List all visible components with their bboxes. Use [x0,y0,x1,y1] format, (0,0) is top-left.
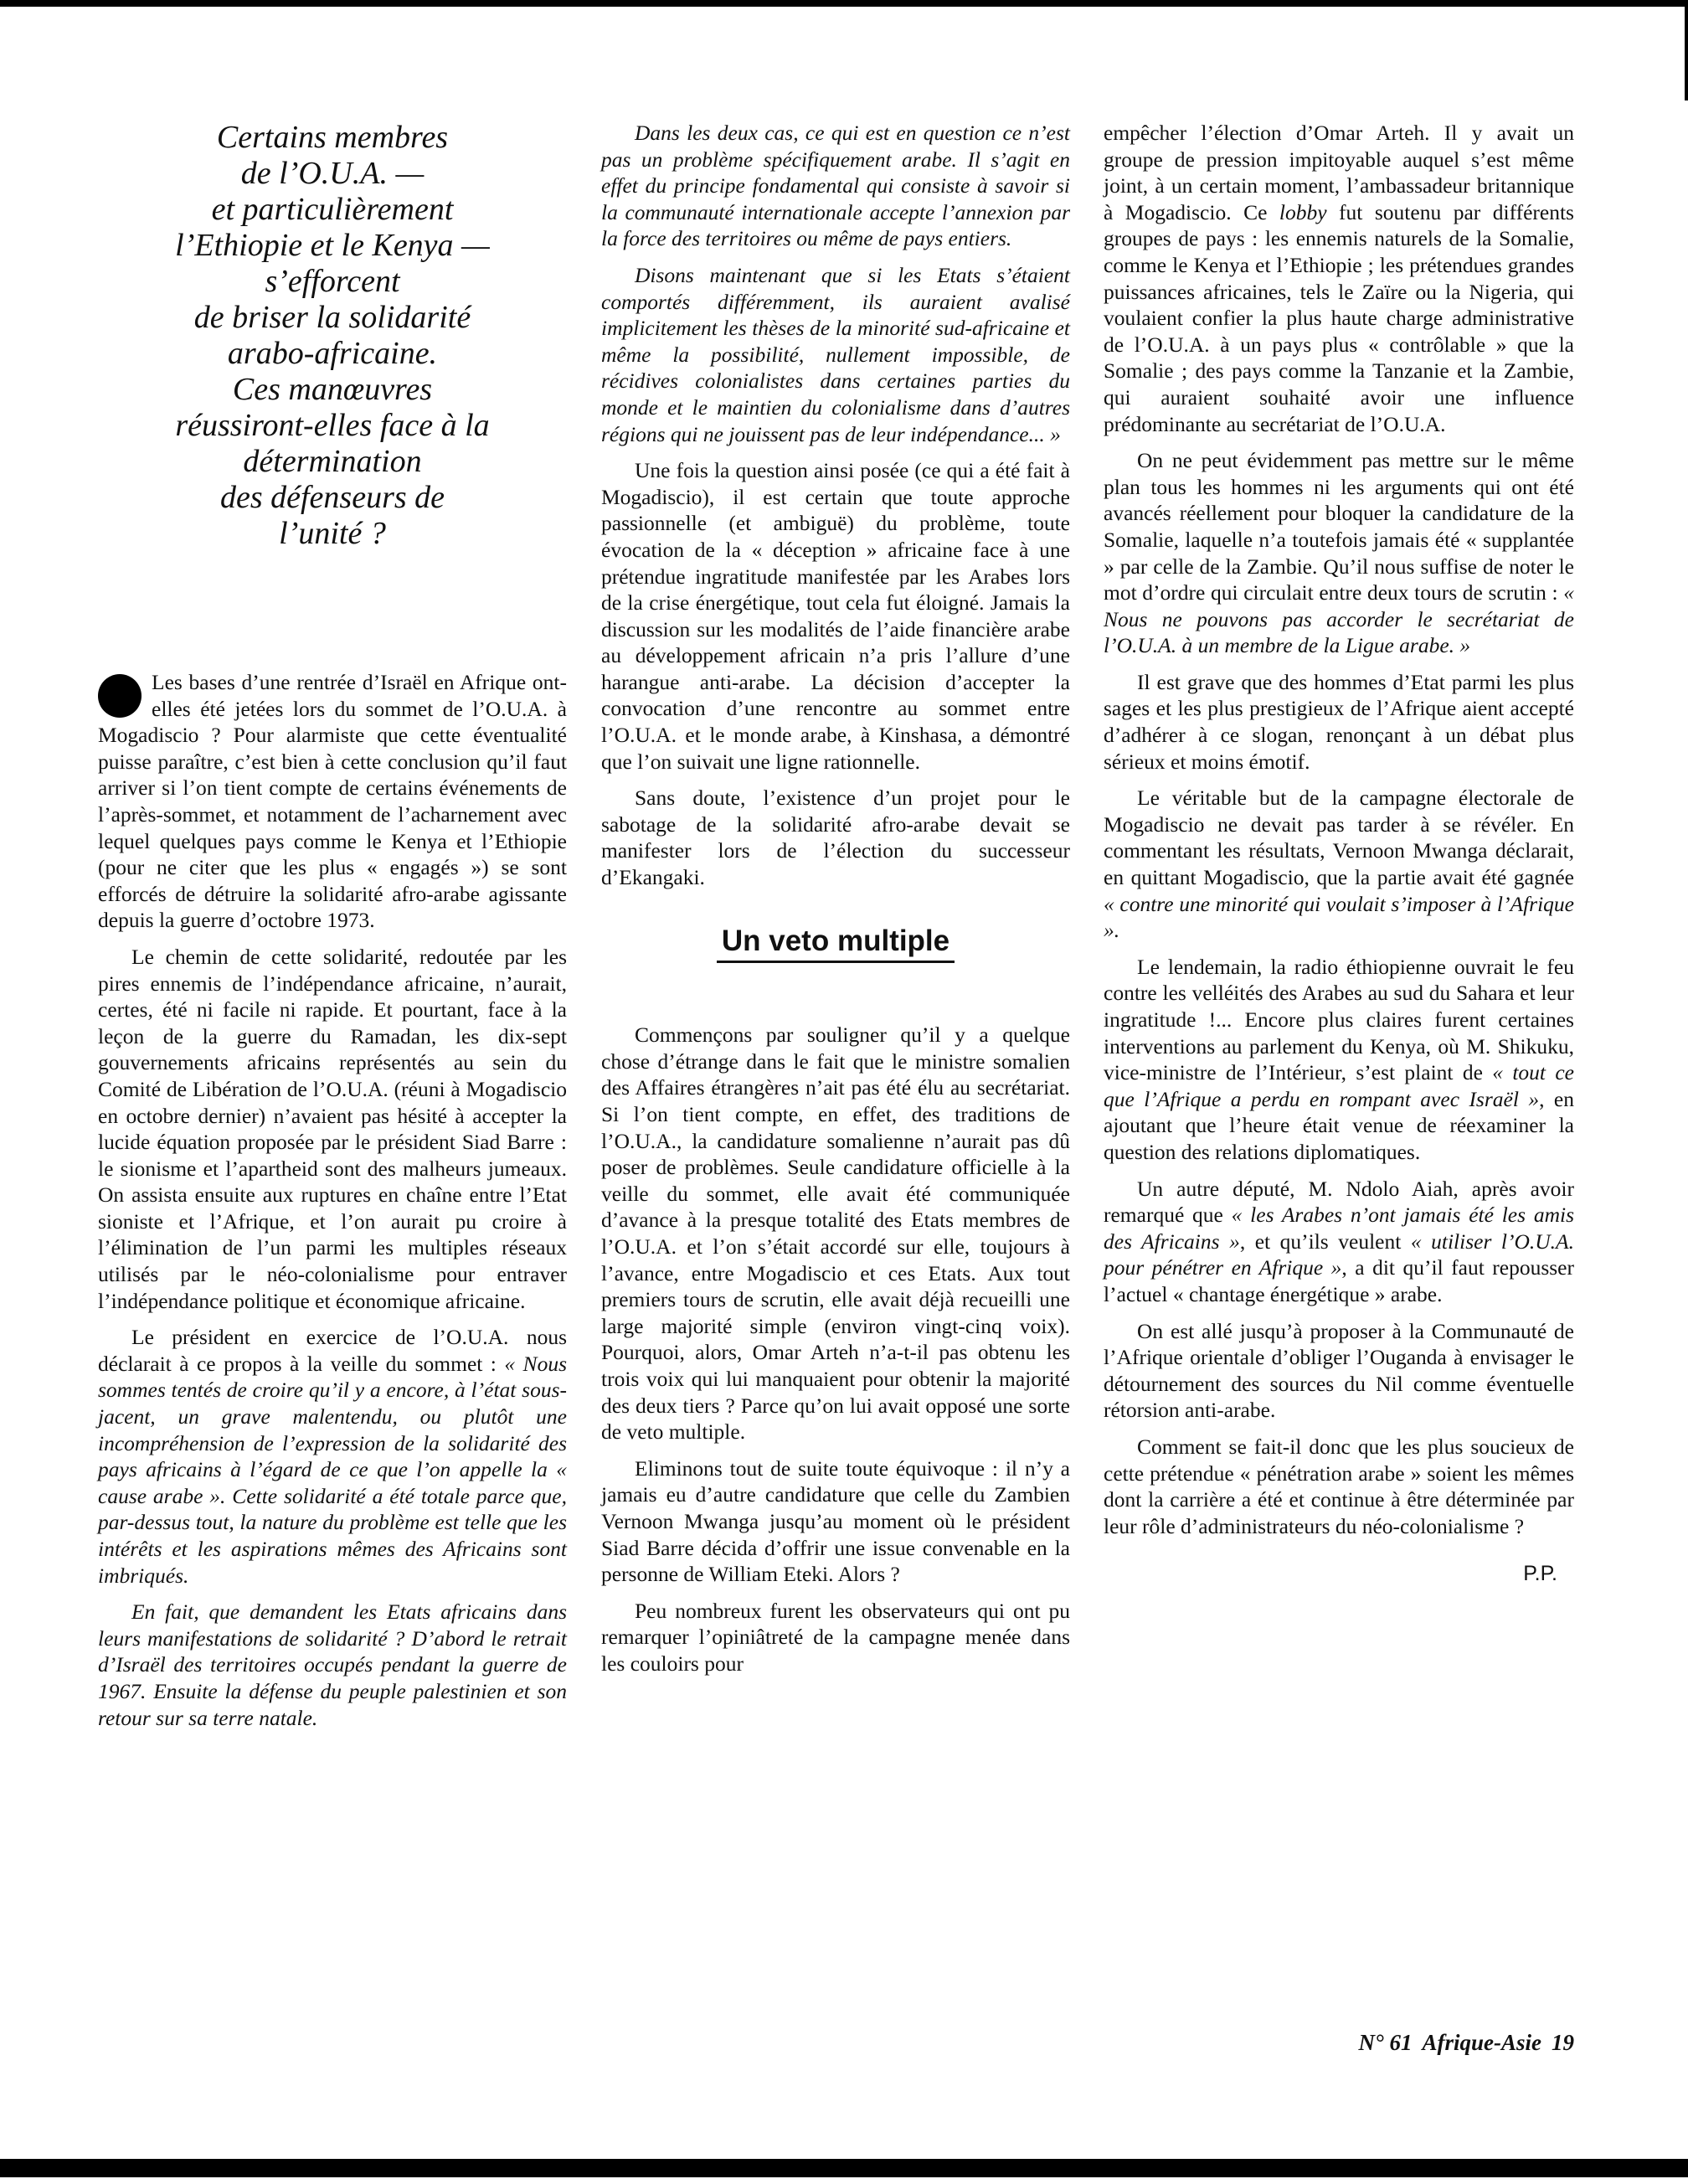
quote-text: « tout ce que l’Afrique a perdu en rompant avec Israël » [1104,1060,1574,1111]
paragraph: Le chemin de cette solidarité, redoutée par les pires ennemis de l’indépendance africaine, n’aurait, certes, été ni facile ni rapide. Et pourtant, face à la leçon de la guerre du Ramadan, les dix-sept gouvernements africains représentés au sein du Comité de Libération de l’O.U.A. (réuni à Mogadiscio en octobre dernier) n’avaient pas hésité à accepter la lucide équation proposée par le président Siad Barre : le sionisme et l’apartheid sont des malheurs jumeaux. On assista ensuite aux ruptures en chaîne entre l’Etat sioniste et l’Afrique, et l’on aurait pu croire à l’élimination de l’un parmi les multiples réseaux utilisés par le néo-colonialisme pour entraver l’indépendance politique et économique africaine. [98,944,567,1313]
paragraph-text: , a dit qu’il faut repousser l’actuel « chantage énergétique » arabe. [1104,1255,1574,1306]
paragraph: Peu nombreux furent les observateurs qui ont pu remarquer l’opiniâtreté de la campagne menée dans les couloirs pour [601,1598,1070,1676]
spacer [98,552,567,669]
page-number: 19 [1552,2030,1574,2055]
quote-text: « contre une minorité qui voulait s’imposer à l’Afrique ». [1104,891,1574,943]
issue-number: N° 61 [1358,2030,1413,2055]
paragraph-text: Le président en exercice de l’O.U.A. nous déclarait à ce propos à la veille du sommet : [98,1325,567,1376]
quote-text: « utiliser l’O.U.A. pour pénétrer en Afrique » [1104,1228,1574,1280]
paragraph [1104,1176,1574,1308]
intro-line: l’Ethiopie et le Kenya — [175,228,490,263]
intro-line: réussiront-elles face à la [175,408,490,443]
paragraph [1104,954,1574,1166]
intro-line: Ces manœuvres [232,372,433,407]
paragraph-text: Le véritable but de la campagne électorale de Mogadiscio ne devait pas tarder à se révéler. En commentant les résultats, Vernoon Mwanga déclarait, en quittant Mogadiscio, que la partie avait été gagnée [1104,786,1574,890]
paragraph: Eliminons tout de suite toute équivoque : il n’y a jamais eu d’autre candidature que celle du Zambien Vernoon Mwanga jusqu’au moment où le président Siad Barre décida d’offrir une issue convenable en la personne de William Eteki. Alors ? [601,1455,1070,1587]
magazine-name: Afrique-Asie [1422,2030,1541,2055]
quote-paragraph: En fait, que demandent les Etats africains dans leurs manifestations de solidarité ? D’abord le retrait d’Israël des territoires occupés pendant la guerre de 1967. Ensuite la défense du peuple palestinien et son retour sur sa terre natale. [98,1599,567,1730]
paragraph [1104,120,1574,437]
quote-paragraph: Disons maintenant que si les Etats s’étaient comportés différemment, ils auraient avalisé implicitement les thèses de la minorité sud-africaine et même la possibilité, nullement impossible, de récidives colonialistes dans certaines parties du monde et le maintien du colonialisme dans d’autres régions qui ne jouissent pas de leur indépendance... » [601,262,1070,446]
intro-line: détermination [243,444,422,479]
bullet-dot-icon [98,674,142,718]
intro-line: de l’O.U.A. — [240,156,425,191]
paragraph-text: , et qu’ils veulent [1239,1228,1411,1254]
paragraph-text: Les bases d’une rentrée d’Israël en Afrique ont-elles été jetées lors du sommet de l’O.U.A. à Mogadiscio ? Pour alarmiste que cette éventualité puisse paraître, c’est bien à cette conclusion qu’il faut arriver si l’on tient compte de certains événements de l’après-sommet, et notamment de l’acharnement avec lequel quelques pays comme le Kenya et l’Ethiopie (pour ne citer que les plus « engagés ») se sont efforcés de détruire la solidarité afro-arabe agissante depuis la guerre d’octobre 1973. [98,670,567,933]
italic-word: lobby [1279,199,1327,224]
column-2 [601,120,1070,1677]
lead-paragraph [98,669,567,934]
author-signature: P.P. [1523,1562,1557,1586]
quote-text: « Nous sommes tentés de croire qu’il y a encore, à l’état sous-jacent, un grave malentendu, ou plutôt une incompréhension de l’expression de la solidarité des pays africains à l’égard de ce que l’on appelle la « cause arabe ». Cette solidarité a été totale parce que, par-dessus tout, la nature du problème est telle que les intérêts et les aspirations mêmes des Africains sont imbriqués. [98,1351,567,1588]
paragraph: Sans doute, l’existence d’un projet pour le sabotage de la solidarité afro-arabe devait se manifester lors de l’élection du successeur d’Ekangaki. [601,786,1070,890]
column-3 [1104,120,1574,1588]
paragraph-text: , en ajoutant que l’heure était venue de réexaminer la question des relations diplomatiques. [1104,1086,1574,1164]
section-heading-text: Un veto multiple [717,925,955,964]
paragraph-text: Le lendemain, la radio éthiopienne ouvrait le feu contre les velléités des Arabes au sud du Sahara et leur ingratitude !... Encore plus claires furent certaines interventions au parlement du Kenya, où M. Shikuku, vice-ministre de l’Intérieur, s’est plaint de [1104,954,1574,1085]
section-heading [601,925,1070,964]
intro-line: arabo-africaine. [227,336,438,371]
right-border [1685,0,1688,100]
paragraph [98,1324,567,1589]
paragraph-text: On ne peut évidemment pas mettre sur le même plan tous les hommes ni les arguments qui ont été avancés réellement pour bloquer la candidature de la Somalie, laquelle n’a toutefois jamais été « supplantée » par celle de la Zambie. Qu’il nous suffise de noter le mot d’ordre qui circulait entre deux tours de scrutin : [1104,448,1574,605]
intro-line: s’efforcent [265,264,400,299]
paragraph-text: empêcher l’élection d’Omar Arteh. Il y avait un groupe de pression impitoyable auquel s’est même joint, à un certain moment, l’ambassadeur britannique à Mogadiscio. Ce [1104,121,1574,224]
paragraph-text: fut soutenu par différents groupes de pays : les ennemis naturels de la Somalie, comme le Kenya et l’Ethiopie ; les prétendues grandes puissances africaines, tels le Zaïre ou la Nigeria, qui voulaient confier la plus haute charge administrative de l’O.U.A. à un pays plus « contrôlable » que la Somalie ; des pays comme la Tanzanie et la Zambie, qui auraient souhaité avoir une influence prédominante au secrétariat de l’O.U.A. [1104,199,1574,436]
paragraph: Une fois la question ainsi posée (ce qui a été fait à Mogadiscio), il est certain que toute approche passionnelle (et ambiguë) du problème, toute évocation de la « déception » africaine face à une prétendue ingratitude manifestée par les Arabes lors de la crise énergétique, tout cela fut éloigné. Jamais la discussion sur les modalités de l’aide financière arabe au développement africain n’a pris l’allure d’une harangue anti-arabe. La décision d’accepter la convocation d’une rencontre au sommet entre l’O.U.A. et le monde arabe, à Kinshasa, a démontré que l’on suivait une ligne rationnelle. [601,458,1070,774]
intro-line: Certains membres [216,120,449,155]
quote-text: « Nous ne pouvons pas accorder le secrétariat de l’O.U.A. à un membre de la Ligue arabe. » [1104,580,1574,658]
intro-line: et particulièrement [211,192,454,227]
paragraph-text: Un autre député, M. Ndolo Aiah, après avoir remarqué que [1104,1176,1574,1228]
column-1 [98,120,567,1731]
paragraph: On est allé jusqu’à proposer à la Communauté de l’Afrique orientale d’obliger l’Ouganda à envisager le détournement des sources du Nil comme éventuelle rétorsion anti-arabe. [1104,1318,1574,1423]
paragraph: Commençons par souligner qu’il y a quelque chose d’étrange dans le fait que le ministre somalien des Affaires étrangères n’ait pas été élu au secrétariat. Si l’on tient compte, en effet, des traditions de l’O.U.A., la candidature somalienne n’aurait pas dû poser de problèmes. Seule candidature officielle à la veille du sommet, elle avait été communiquée d’avance à la presque totalité des Etats membres de l’O.U.A. et l’on s’était accordé sur elle, toujours à l’avance, entre Mogadiscio et ces Etats. Aux tout premiers tours de scrutin, elle avait déjà recueilli une large majorité simple (environ vingt-cinq voix). Pourquoi, alors, Omar Arteh n’a-t-il pas obtenu les trois voix qui lui manquaient pour obtenir la majorité des deux tiers ? Parce qu’on lui avait opposé une sorte de veto multiple. [601,1022,1070,1445]
top-border [0,0,1688,7]
paragraph [1104,447,1574,659]
quote-text: « les Arabes n’ont jamais été les amis des Africains » [1104,1203,1575,1254]
intro-line: l’unité ? [279,516,386,551]
paragraph: Comment se fait-il donc que les plus soucieux de cette prétendue « pénétration arabe » soient les mêmes dont la carrière a été et continue à être déterminée par leur rôle d’administrateurs du néo-colonialisme ? [1104,1434,1574,1538]
paragraph: Il est grave que des hommes d’Etat parmi les plus sages et les plus prestigieux de l’Afrique aient accepté d’adhérer à ce slogan, renonçant à un débat plus sérieux et moins émotif. [1104,669,1574,774]
paragraph [1104,785,1574,944]
bottom-border [0,2159,1688,2177]
intro-line: des défenseurs de [219,480,445,515]
intro-blurb [98,120,567,552]
quote-paragraph: Dans les deux cas, ce qui est en question ce n’est pas un problème spécifiquement arabe. Il s’agit en effet du principe fondamental qui consiste à savoir si la communauté internationale accepte l’annexion par la force des territoires ou même de pays entiers. [601,121,1070,251]
intro-line: de briser la solidarité [193,300,471,335]
page-footer [1273,2030,1574,2056]
